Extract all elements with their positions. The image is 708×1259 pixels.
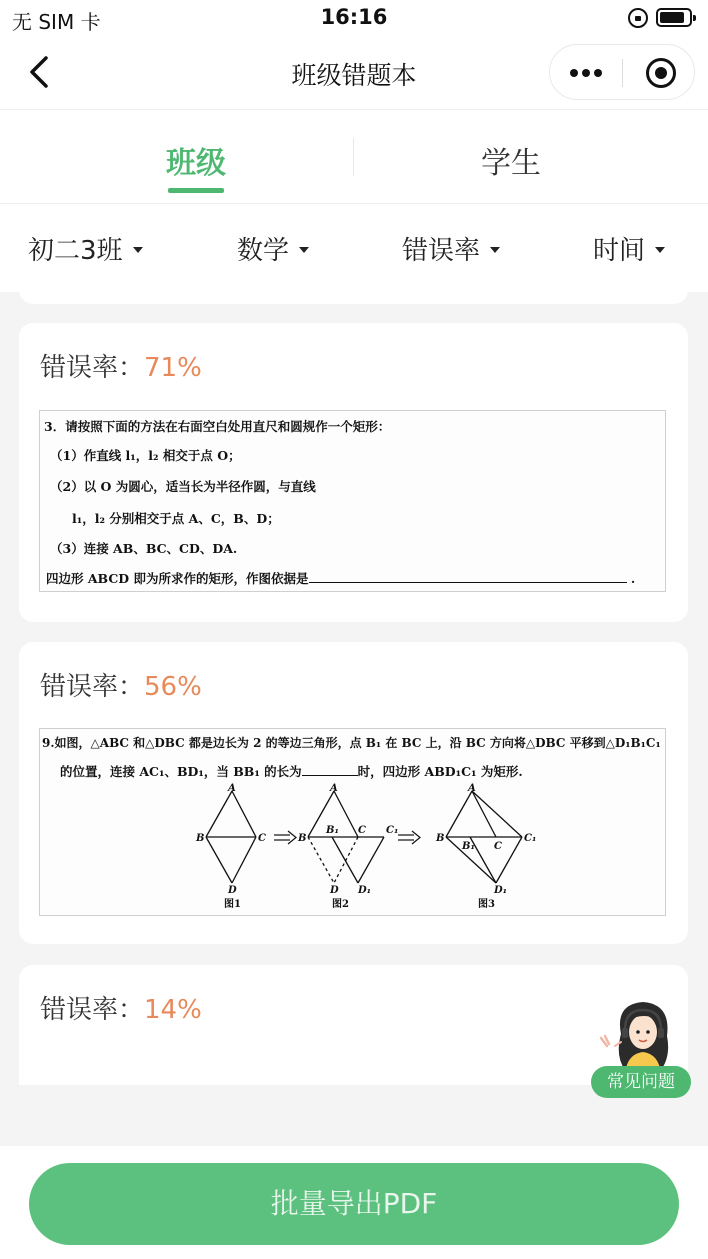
filter-error-rate[interactable] — [402, 230, 500, 267]
question-text: 的位置，连接 AC₁、BD₁，当 BB₁ 的长为 — [60, 764, 302, 779]
figure-caption: 图3 — [478, 899, 495, 910]
question-card[interactable] — [19, 272, 688, 304]
caret-down-icon — [655, 247, 665, 253]
question-image — [39, 410, 666, 592]
question-card[interactable] — [19, 642, 688, 944]
answer-blank — [309, 571, 627, 583]
point-label-c: C — [494, 841, 502, 852]
point-label-d: D — [228, 885, 237, 896]
point-label-b1: B₁ — [462, 841, 475, 852]
active-tab-indicator — [168, 188, 224, 193]
error-rate — [40, 989, 202, 1026]
question-text: （2）以 O 为圆心，适当长为半径作圆，与直线 — [50, 479, 316, 494]
point-label-a: A — [468, 783, 476, 794]
capsule-divider — [622, 59, 623, 87]
status-bar — [0, 0, 708, 36]
filter-subject[interactable] — [237, 230, 309, 267]
error-rate-label: 错误率： — [40, 353, 145, 383]
figure-1 — [206, 791, 256, 883]
point-label-c: C — [358, 825, 366, 836]
carrier-label: 无 SIM 卡 — [12, 10, 101, 34]
question-text: 四边形 ABCD 即为所求作的矩形，作图依据是 . — [46, 571, 636, 586]
page-title: 班级错题本 — [291, 61, 417, 90]
figure-3 — [446, 791, 522, 883]
point-label-b1: B₁ — [326, 825, 339, 836]
point-label-c1: C₁ — [386, 825, 399, 836]
question-text: （1）作直线 l₁，l₂ 相交于点 O； — [50, 448, 241, 463]
question-image — [39, 728, 666, 916]
arrow-right-icon — [398, 831, 420, 844]
question-text: 四边形 ABCD 即为所求作的矩形，作图依据是 — [46, 571, 309, 586]
question-text: l₁，l₂ 分别相交于点 A、C，B、D； — [72, 511, 280, 526]
tab-student[interactable]: 学生 — [481, 146, 541, 181]
point-label-c1: C₁ — [524, 833, 537, 844]
question-text: 9.如图，△ABC 和△DBC 都是边长为 2 的等边三角形，点 B₁ 在 BC 上，沿 BC 方向将△DBC 平移到△D₁B₁C₁ — [42, 736, 661, 750]
error-rate-label: 错误率： — [40, 995, 145, 1025]
filter-subject-label: 数学 — [237, 236, 290, 266]
point-label-b: B — [298, 833, 307, 844]
error-rate-value: 14% — [144, 995, 202, 1025]
figure-2 — [308, 791, 384, 883]
error-rate — [40, 666, 202, 703]
question-text: 3．请按照下面的方法在右面空白处用直尺和圆规作一个矩形： — [44, 419, 391, 434]
faq-button[interactable] — [591, 990, 691, 1100]
tab-class[interactable]: 班级 — [166, 146, 226, 181]
error-rate-value: 56% — [144, 672, 202, 702]
mini-program-capsule — [549, 44, 695, 100]
error-rate-value: 71% — [144, 353, 202, 383]
question-card[interactable] — [19, 323, 688, 622]
filter-error-rate-label: 错误率 — [402, 236, 481, 266]
bottom-bar — [0, 1146, 708, 1259]
error-rate — [40, 347, 202, 384]
more-icon[interactable] — [550, 45, 622, 99]
point-label-c: C — [258, 833, 266, 844]
tab-bar — [0, 110, 708, 204]
caret-down-icon — [299, 247, 309, 253]
question-list[interactable] — [0, 292, 708, 1044]
point-label-b: B — [196, 833, 205, 844]
clock: 16:16 — [320, 5, 388, 29]
geometry-figure — [190, 783, 537, 913]
caret-down-icon — [133, 247, 143, 253]
filter-class-label: 初二3班 — [28, 236, 123, 266]
point-label-b: B — [436, 833, 445, 844]
rotation-lock-icon — [628, 8, 648, 28]
caret-down-icon — [490, 247, 500, 253]
point-label-a: A — [330, 783, 338, 794]
close-program-icon[interactable] — [646, 58, 676, 88]
point-label-a: A — [228, 783, 236, 794]
point-label-d: D — [330, 885, 339, 896]
arrow-right-icon — [274, 831, 296, 844]
point-label-d1: D₁ — [358, 885, 372, 896]
customer-service-avatar-icon — [595, 994, 687, 1074]
nav-bar — [0, 36, 708, 110]
filter-time-label: 时间 — [593, 236, 646, 266]
question-text: （3）连接 AB、BC、CD、DA. — [50, 541, 238, 556]
battery-icon — [656, 8, 692, 27]
answer-blank — [302, 764, 358, 776]
figure-caption: 图1 — [224, 899, 241, 910]
tab-divider — [353, 138, 354, 176]
error-rate-label: 错误率： — [40, 672, 145, 702]
point-label-d1: D₁ — [494, 885, 508, 896]
question-text: 时，四边形 ABD₁C₁ 为矩形. — [357, 764, 523, 779]
question-text — [60, 762, 523, 780]
faq-label: 常见问题 — [591, 1066, 691, 1098]
filter-time[interactable] — [593, 230, 665, 267]
figure-caption: 图2 — [332, 899, 349, 910]
filter-class[interactable] — [28, 230, 143, 267]
question-card[interactable] — [19, 965, 688, 1085]
batch-export-pdf-button[interactable]: 批量导出PDF — [29, 1163, 679, 1245]
